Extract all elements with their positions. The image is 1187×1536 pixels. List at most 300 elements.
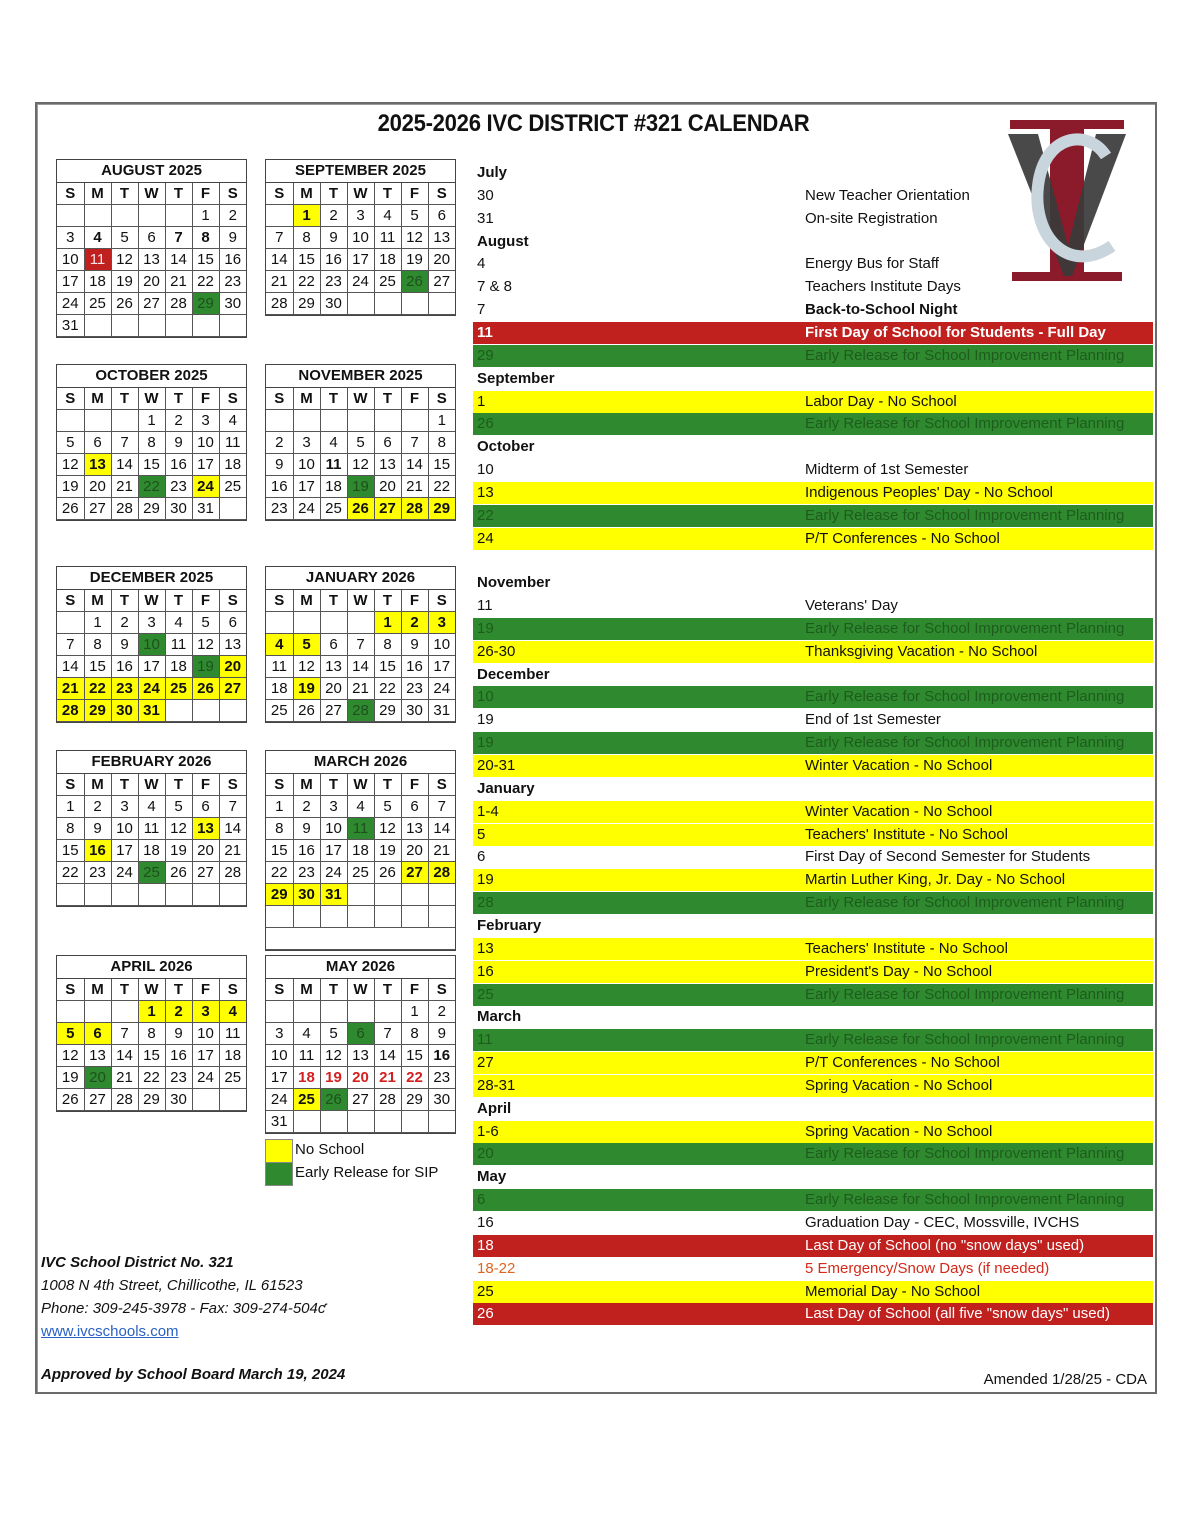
event-description: Winter Vacation - No School bbox=[805, 802, 993, 820]
event-description: Early Release for School Improvement Planning bbox=[805, 346, 1125, 364]
day-cell: 20 bbox=[428, 249, 455, 271]
empty-day-cell bbox=[84, 1001, 111, 1023]
weekday-header: S bbox=[266, 183, 293, 205]
day-cell: 30 bbox=[219, 293, 246, 315]
day-cell: 13 bbox=[192, 818, 219, 840]
empty-day-cell bbox=[84, 315, 111, 337]
event-description: Teachers' Institute - No School bbox=[805, 939, 1008, 957]
empty-day-cell bbox=[401, 1111, 428, 1133]
day-cell: 23 bbox=[84, 862, 111, 884]
day-cell: 15 bbox=[266, 840, 293, 862]
day-cell: 1 bbox=[401, 1001, 428, 1023]
day-cell: 30 bbox=[293, 884, 320, 906]
day-cell: 23 bbox=[165, 476, 192, 498]
day-cell: 29 bbox=[401, 1089, 428, 1111]
day-cell: 7 bbox=[111, 1023, 138, 1045]
event-row bbox=[473, 1212, 1153, 1234]
weekday-header: S bbox=[428, 590, 455, 612]
day-cell: 4 bbox=[165, 612, 192, 634]
day-cell: 6 bbox=[138, 227, 165, 249]
day-cell: 21 bbox=[374, 1067, 401, 1089]
event-date: 1 bbox=[477, 392, 486, 410]
day-cell: 30 bbox=[320, 293, 347, 315]
day-cell: 21 bbox=[57, 678, 84, 700]
event-description: Early Release for School Improvement Planning bbox=[805, 894, 1125, 912]
day-cell: 2 bbox=[401, 612, 428, 634]
empty-day-cell bbox=[138, 884, 165, 906]
event-month-heading bbox=[473, 1098, 1153, 1120]
day-cell: 4 bbox=[138, 796, 165, 818]
day-cell: 16 bbox=[320, 249, 347, 271]
event-date: 26 bbox=[477, 415, 494, 433]
event-month-heading bbox=[473, 162, 1153, 184]
day-cell: 26 bbox=[57, 498, 84, 520]
event-description: 5 Emergency/Snow Days (if needed) bbox=[805, 1259, 1050, 1277]
day-cell: 19 bbox=[57, 1067, 84, 1089]
event-description: Labor Day - No School bbox=[805, 392, 957, 410]
month-grid bbox=[56, 159, 247, 338]
weekday-header: M bbox=[84, 590, 111, 612]
event-month-heading bbox=[473, 778, 1153, 800]
day-cell: 10 bbox=[320, 818, 347, 840]
event-date: 20 bbox=[477, 1145, 494, 1163]
day-cell: 21 bbox=[219, 840, 246, 862]
day-cell: 26 bbox=[192, 678, 219, 700]
day-cell: 28 bbox=[111, 1089, 138, 1111]
day-cell: 4 bbox=[84, 227, 111, 249]
empty-day-cell bbox=[293, 612, 320, 634]
day-cell: 19 bbox=[111, 271, 138, 293]
weekday-header: S bbox=[266, 590, 293, 612]
day-cell: 2 bbox=[219, 205, 246, 227]
event-description: Early Release for School Improvement Planning bbox=[805, 688, 1125, 706]
event-row bbox=[473, 208, 1153, 230]
empty-day-cell bbox=[374, 293, 401, 315]
day-cell: 13 bbox=[138, 249, 165, 271]
day-cell: 25 bbox=[293, 1089, 320, 1111]
event-row bbox=[473, 618, 1153, 640]
day-cell: 9 bbox=[320, 227, 347, 249]
day-cell: 26 bbox=[293, 700, 320, 722]
event-description: Last Day of School (all five "snow days" used) bbox=[805, 1305, 1110, 1323]
event-description: Spring Vacation - No School bbox=[805, 1122, 993, 1140]
weekday-header: S bbox=[57, 590, 84, 612]
day-cell: 7 bbox=[266, 227, 293, 249]
day-cell: 12 bbox=[401, 227, 428, 249]
month-name: APRIL 2026 bbox=[57, 956, 246, 979]
weekday-header: T bbox=[374, 979, 401, 1001]
weekday-header: F bbox=[401, 774, 428, 796]
day-cell: 23 bbox=[401, 678, 428, 700]
event-date: 11 bbox=[477, 323, 493, 341]
weekday-header: T bbox=[374, 774, 401, 796]
empty-day-cell bbox=[165, 884, 192, 906]
day-cell: 14 bbox=[111, 1045, 138, 1067]
day-cell: 24 bbox=[428, 678, 455, 700]
day-cell: 7 bbox=[374, 1023, 401, 1045]
event-row bbox=[473, 1235, 1153, 1257]
day-cell: 5 bbox=[293, 634, 320, 656]
day-cell: 29 bbox=[266, 884, 293, 906]
weekday-header: W bbox=[138, 388, 165, 410]
day-cell: 6 bbox=[428, 205, 455, 227]
day-cell: 30 bbox=[401, 700, 428, 722]
empty-day-cell bbox=[138, 315, 165, 337]
event-description: Early Release for School Improvement Planning bbox=[805, 1191, 1125, 1209]
event-row bbox=[473, 892, 1153, 914]
event-date: 27 bbox=[477, 1054, 494, 1071]
day-cell: 24 bbox=[293, 498, 320, 520]
event-date: 10 bbox=[477, 688, 494, 706]
empty-day-cell bbox=[192, 1089, 219, 1111]
day-cell: 27 bbox=[219, 678, 246, 700]
day-cell: 9 bbox=[111, 634, 138, 656]
day-cell: 17 bbox=[192, 1045, 219, 1067]
day-cell: 14 bbox=[111, 454, 138, 476]
event-description: Back-to-School Night bbox=[805, 301, 958, 319]
empty-day-cell bbox=[84, 410, 111, 432]
day-cell: 16 bbox=[219, 249, 246, 271]
day-cell: 3 bbox=[111, 796, 138, 818]
empty-day-cell bbox=[293, 906, 320, 928]
event-date: 6 bbox=[477, 848, 486, 866]
day-cell: 6 bbox=[401, 796, 428, 818]
day-cell: 27 bbox=[84, 498, 111, 520]
empty-day-cell bbox=[347, 884, 374, 906]
event-date: 28-31 bbox=[477, 1076, 516, 1094]
weekday-header: T bbox=[374, 388, 401, 410]
day-cell: 19 bbox=[293, 678, 320, 700]
day-cell: 28 bbox=[219, 862, 246, 884]
event-row bbox=[473, 345, 1153, 367]
day-cell: 11 bbox=[165, 634, 192, 656]
day-cell: 13 bbox=[374, 454, 401, 476]
event-description: Winter Vacation - No School bbox=[805, 757, 993, 774]
day-cell: 26 bbox=[57, 1089, 84, 1111]
month-name: MAY 2026 bbox=[266, 956, 455, 979]
day-cell: 7 bbox=[401, 432, 428, 454]
event-date: 1-4 bbox=[477, 802, 499, 820]
day-cell: 22 bbox=[293, 271, 320, 293]
day-cell: 22 bbox=[138, 1067, 165, 1089]
day-cell: 20 bbox=[347, 1067, 374, 1089]
empty-day-cell bbox=[374, 1111, 401, 1133]
day-cell: 12 bbox=[293, 656, 320, 678]
event-description: Last Day of School (no "snow days" used) bbox=[805, 1236, 1085, 1254]
weekday-header: M bbox=[293, 774, 320, 796]
day-cell: 24 bbox=[320, 862, 347, 884]
day-cell: 17 bbox=[192, 454, 219, 476]
day-cell: 25 bbox=[219, 476, 246, 498]
weekday-header: S bbox=[219, 388, 246, 410]
event-row bbox=[473, 413, 1153, 435]
day-cell: 22 bbox=[401, 1067, 428, 1089]
weekday-header: W bbox=[138, 590, 165, 612]
empty-day-cell bbox=[401, 293, 428, 315]
day-cell: 18 bbox=[374, 249, 401, 271]
month-grid bbox=[265, 955, 456, 1134]
day-cell: 3 bbox=[57, 227, 84, 249]
day-cell: 14 bbox=[347, 656, 374, 678]
empty-day-cell bbox=[347, 1111, 374, 1133]
day-cell: 23 bbox=[219, 271, 246, 293]
day-cell: 22 bbox=[84, 678, 111, 700]
day-cell: 6 bbox=[374, 432, 401, 454]
month-name: OCTOBER 2025 bbox=[57, 365, 246, 388]
weekday-header: T bbox=[320, 590, 347, 612]
weekday-header: F bbox=[401, 590, 428, 612]
weekday-header: S bbox=[266, 979, 293, 1001]
day-cell: 17 bbox=[428, 656, 455, 678]
empty-day-cell bbox=[320, 612, 347, 634]
day-cell: 11 bbox=[347, 818, 374, 840]
day-cell: 1 bbox=[428, 410, 455, 432]
day-cell: 29 bbox=[374, 700, 401, 722]
day-cell: 9 bbox=[266, 454, 293, 476]
day-cell: 9 bbox=[428, 1023, 455, 1045]
day-cell: 28 bbox=[111, 498, 138, 520]
day-cell: 29 bbox=[428, 498, 455, 520]
day-cell: 17 bbox=[320, 840, 347, 862]
footer-address: 1008 N 4th Street, Chillicothe, IL 61523 bbox=[41, 1277, 303, 1294]
day-cell: 16 bbox=[428, 1045, 455, 1067]
weekday-header: T bbox=[165, 590, 192, 612]
day-cell: 18 bbox=[266, 678, 293, 700]
day-cell: 29 bbox=[192, 293, 219, 315]
day-cell: 4 bbox=[219, 1001, 246, 1023]
event-row bbox=[473, 938, 1153, 960]
event-description: Midterm of 1st Semester bbox=[805, 461, 969, 479]
day-cell: 13 bbox=[428, 227, 455, 249]
day-cell: 4 bbox=[266, 634, 293, 656]
day-cell: 24 bbox=[192, 1067, 219, 1089]
day-cell: 8 bbox=[57, 818, 84, 840]
day-cell: 27 bbox=[192, 862, 219, 884]
day-cell: 31 bbox=[266, 1111, 293, 1133]
day-cell: 20 bbox=[374, 476, 401, 498]
event-date: 1-6 bbox=[477, 1122, 499, 1140]
day-cell: 16 bbox=[165, 454, 192, 476]
event-row bbox=[473, 1258, 1153, 1280]
day-cell: 30 bbox=[111, 700, 138, 722]
day-cell: 13 bbox=[84, 454, 111, 476]
day-cell: 31 bbox=[428, 700, 455, 722]
day-cell: 8 bbox=[401, 1023, 428, 1045]
empty-day-cell bbox=[347, 1001, 374, 1023]
event-row bbox=[473, 482, 1153, 504]
event-row bbox=[473, 641, 1153, 663]
event-row bbox=[473, 846, 1153, 868]
day-cell: 23 bbox=[320, 271, 347, 293]
day-cell: 25 bbox=[320, 498, 347, 520]
footer-district: IVC School District No. 321 bbox=[41, 1254, 234, 1271]
empty-day-cell bbox=[401, 410, 428, 432]
footer-website-link[interactable]: www.ivcschools.com bbox=[41, 1323, 179, 1340]
day-cell: 16 bbox=[401, 656, 428, 678]
event-description: First Day of Second Semester for Students bbox=[805, 848, 1091, 866]
event-description: First Day of School for Students - Full Day bbox=[805, 323, 1106, 341]
day-cell: 24 bbox=[57, 293, 84, 315]
empty-day-cell bbox=[57, 612, 84, 634]
weekday-header: M bbox=[84, 979, 111, 1001]
event-description: End of 1st Semester bbox=[805, 711, 941, 729]
day-cell: 11 bbox=[374, 227, 401, 249]
day-cell: 22 bbox=[57, 862, 84, 884]
event-date: January bbox=[477, 779, 535, 797]
empty-day-cell bbox=[401, 906, 428, 928]
event-date: 31 bbox=[477, 209, 494, 227]
event-description: Teachers Institute Days bbox=[805, 278, 961, 296]
day-cell: 10 bbox=[347, 227, 374, 249]
event-date: 19 bbox=[477, 734, 494, 752]
event-row bbox=[473, 528, 1153, 550]
day-cell: 26 bbox=[320, 1089, 347, 1111]
empty-day-cell bbox=[428, 906, 455, 928]
weekday-header: W bbox=[347, 774, 374, 796]
event-row bbox=[473, 824, 1153, 846]
day-cell: 14 bbox=[165, 249, 192, 271]
event-date: August bbox=[477, 232, 529, 250]
day-cell: 21 bbox=[111, 1067, 138, 1089]
legend-label-early-release: Early Release for SIP bbox=[295, 1164, 439, 1181]
weekday-header: F bbox=[192, 979, 219, 1001]
day-cell: 17 bbox=[347, 249, 374, 271]
event-row bbox=[473, 459, 1153, 481]
day-cell: 10 bbox=[192, 432, 219, 454]
day-cell: 16 bbox=[165, 1045, 192, 1067]
day-cell: 19 bbox=[374, 840, 401, 862]
event-row bbox=[473, 961, 1153, 983]
day-cell: 21 bbox=[111, 476, 138, 498]
day-cell: 26 bbox=[374, 862, 401, 884]
month-name: NOVEMBER 2025 bbox=[266, 365, 455, 388]
event-row bbox=[473, 732, 1153, 754]
event-description: President's Day - No School bbox=[805, 962, 993, 980]
day-cell: 23 bbox=[428, 1067, 455, 1089]
weekday-header: M bbox=[293, 183, 320, 205]
empty-day-cell bbox=[111, 205, 138, 227]
day-cell: 27 bbox=[320, 700, 347, 722]
day-cell: 12 bbox=[57, 1045, 84, 1067]
weekday-header: W bbox=[347, 590, 374, 612]
empty-day-cell bbox=[138, 205, 165, 227]
day-cell: 20 bbox=[192, 840, 219, 862]
footer-approved: Approved by School Board March 19, 2024 bbox=[41, 1366, 346, 1383]
empty-day-cell bbox=[57, 410, 84, 432]
weekday-header: T bbox=[111, 774, 138, 796]
empty-day-cell bbox=[428, 884, 455, 906]
day-cell: 17 bbox=[57, 271, 84, 293]
empty-day-cell bbox=[266, 410, 293, 432]
event-description: Teachers' Institute - No School bbox=[805, 825, 1008, 843]
event-date: 16 bbox=[477, 1214, 494, 1231]
empty-day-cell bbox=[165, 205, 192, 227]
event-row bbox=[473, 709, 1153, 731]
day-cell: 3 bbox=[293, 432, 320, 454]
day-cell: 9 bbox=[401, 634, 428, 656]
event-row bbox=[473, 1029, 1153, 1051]
empty-day-cell bbox=[219, 498, 246, 520]
event-row bbox=[473, 686, 1153, 708]
event-date: 11 bbox=[477, 1031, 493, 1049]
day-cell: 31 bbox=[320, 884, 347, 906]
day-cell: 15 bbox=[428, 454, 455, 476]
day-cell: 5 bbox=[165, 796, 192, 818]
day-cell: 8 bbox=[138, 1023, 165, 1045]
event-row bbox=[473, 1143, 1153, 1165]
day-cell: 15 bbox=[138, 1045, 165, 1067]
day-cell: 21 bbox=[266, 271, 293, 293]
weekday-header: W bbox=[347, 183, 374, 205]
empty-day-cell bbox=[111, 315, 138, 337]
weekday-header: T bbox=[320, 388, 347, 410]
event-description: New Teacher Orientation bbox=[805, 186, 970, 204]
day-cell: 27 bbox=[347, 1089, 374, 1111]
day-cell: 14 bbox=[374, 1045, 401, 1067]
event-description: Memorial Day - No School bbox=[805, 1282, 981, 1300]
day-cell: 12 bbox=[111, 249, 138, 271]
day-cell: 18 bbox=[219, 1045, 246, 1067]
event-description: Early Release for School Improvement Planning bbox=[805, 415, 1125, 433]
day-cell: 4 bbox=[374, 205, 401, 227]
weekday-header: M bbox=[293, 979, 320, 1001]
weekday-header: S bbox=[266, 774, 293, 796]
event-date: March bbox=[477, 1008, 522, 1026]
weekday-header: S bbox=[219, 590, 246, 612]
event-date: 25 bbox=[477, 1282, 494, 1300]
event-description: Early Release for School Improvement Planning bbox=[805, 734, 1125, 752]
event-description: P/T Conferences - No School bbox=[805, 1054, 1000, 1071]
day-cell: 9 bbox=[165, 432, 192, 454]
day-cell: 30 bbox=[428, 1089, 455, 1111]
month-name: DECEMBER 2025 bbox=[57, 567, 246, 590]
event-description: Veterans' Day bbox=[805, 597, 898, 614]
empty-day-cell bbox=[219, 700, 246, 722]
day-cell: 10 bbox=[138, 634, 165, 656]
event-row bbox=[473, 801, 1153, 823]
event-row bbox=[473, 1121, 1153, 1143]
day-cell: 5 bbox=[57, 1023, 84, 1045]
day-cell: 17 bbox=[138, 656, 165, 678]
empty-day-cell bbox=[266, 612, 293, 634]
day-cell: 7 bbox=[57, 634, 84, 656]
day-cell: 3 bbox=[320, 796, 347, 818]
day-cell: 2 bbox=[165, 410, 192, 432]
event-date: October bbox=[477, 438, 535, 456]
weekday-header: T bbox=[111, 183, 138, 205]
day-cell: 4 bbox=[293, 1023, 320, 1045]
day-cell: 15 bbox=[374, 656, 401, 678]
month-grid bbox=[265, 566, 456, 723]
event-date: 20-31 bbox=[477, 757, 516, 774]
month-grid bbox=[56, 750, 247, 907]
day-cell: 28 bbox=[428, 862, 455, 884]
day-cell: 16 bbox=[84, 840, 111, 862]
day-cell: 17 bbox=[111, 840, 138, 862]
page-title: 2025-2026 IVC DISTRICT #321 CALENDAR bbox=[377, 110, 810, 137]
month-name: JANUARY 2026 bbox=[266, 567, 455, 590]
empty-day-cell bbox=[401, 884, 428, 906]
day-cell: 11 bbox=[293, 1045, 320, 1067]
event-row bbox=[473, 869, 1153, 891]
day-cell: 22 bbox=[374, 678, 401, 700]
day-cell: 12 bbox=[374, 818, 401, 840]
day-cell: 8 bbox=[84, 634, 111, 656]
day-cell: 27 bbox=[428, 271, 455, 293]
day-cell: 20 bbox=[84, 1067, 111, 1089]
empty-day-cell bbox=[374, 1001, 401, 1023]
day-cell: 3 bbox=[428, 612, 455, 634]
